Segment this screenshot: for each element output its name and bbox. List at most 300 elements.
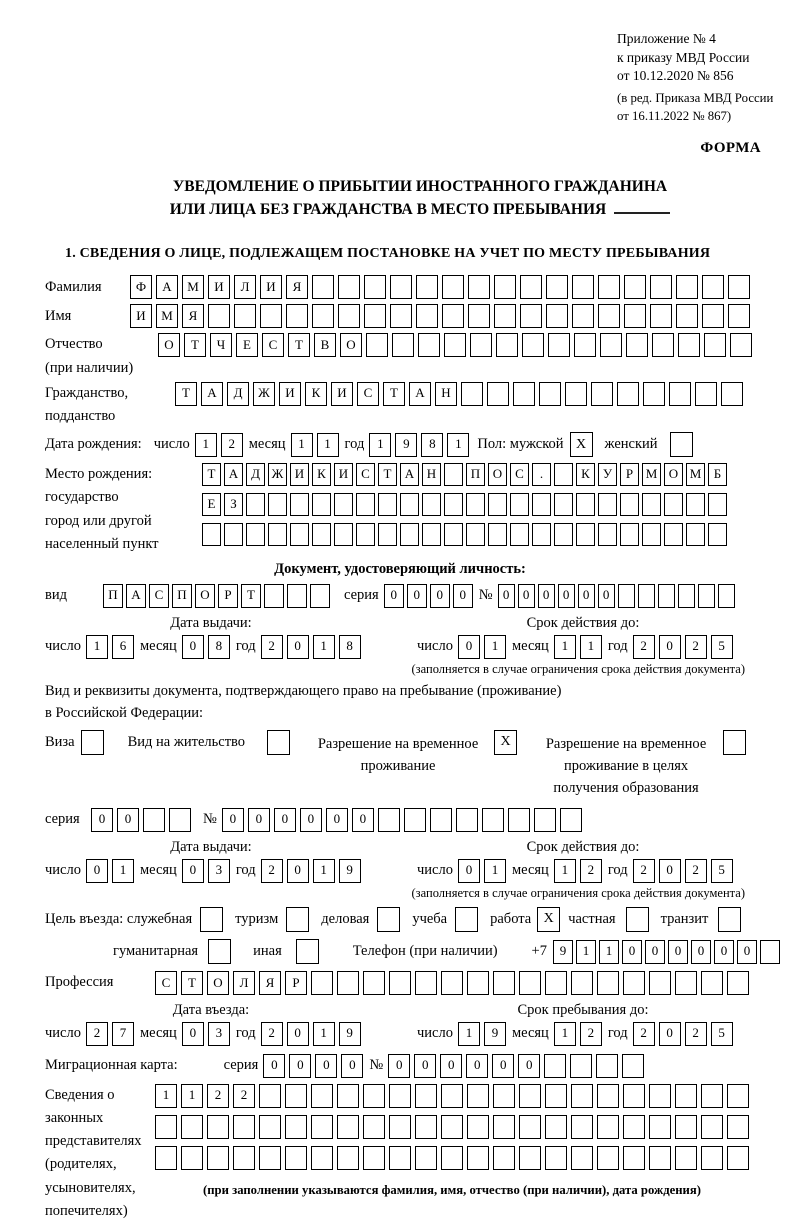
form-cell — [652, 333, 674, 357]
form-cell: 1 — [580, 635, 602, 659]
form-cell — [378, 808, 400, 832]
form-cell — [285, 1115, 307, 1139]
form-cell — [642, 493, 661, 516]
title-underline — [614, 210, 670, 214]
form-title-line2: ИЛИ ЛИЦА БЕЗ ГРАЖДАНСТВА В МЕСТО ПРЕБЫВАНИЯ — [45, 198, 795, 221]
form-cell — [686, 523, 705, 546]
form-cell: Р — [285, 971, 307, 995]
form-cell — [675, 1084, 697, 1108]
form-cell — [312, 523, 331, 546]
form-cell: Т — [175, 382, 197, 406]
form-cell: 0 — [407, 584, 427, 608]
form-cell — [572, 304, 594, 328]
form-cell: 1 — [291, 433, 313, 457]
form-cell: 5 — [711, 859, 733, 883]
month-label: месяц — [139, 1025, 177, 1042]
form-cell — [623, 1146, 645, 1170]
form-cell — [493, 1146, 515, 1170]
form-cell: 0 — [598, 584, 615, 608]
day-label: число — [417, 638, 453, 655]
citizenship-row — [45, 382, 795, 428]
form-cell — [520, 275, 542, 299]
phone-label: Телефон (при наличии) — [352, 943, 498, 960]
form-cell — [400, 493, 419, 516]
form-cell — [727, 1115, 749, 1139]
form-cell — [560, 808, 582, 832]
firstname-row — [45, 304, 795, 328]
form-cell — [400, 523, 419, 546]
form-cell — [488, 493, 507, 516]
stay-doc-valid-year-cells — [633, 859, 733, 883]
form-cell: 0 — [645, 940, 665, 964]
form-cell — [622, 1054, 644, 1078]
form-cell: 0 — [458, 635, 480, 659]
profession-row — [45, 971, 795, 995]
form-cell: М — [642, 463, 661, 486]
purpose-humanitarian-checkbox — [208, 939, 231, 964]
birthdate-row — [45, 432, 795, 457]
purpose-work-checkbox: X — [537, 907, 560, 932]
form-cell: 2 — [633, 635, 655, 659]
year-label: год — [235, 638, 256, 655]
form-cell: Ч — [210, 333, 232, 357]
form-cell — [548, 333, 570, 357]
form-cell — [664, 523, 683, 546]
entry-date-heading: Дата въезда: — [172, 1002, 250, 1018]
form-cell — [727, 1084, 749, 1108]
form-cell — [675, 1115, 697, 1139]
form-cell: В — [314, 333, 336, 357]
year-label: год — [344, 436, 365, 453]
form-cell — [467, 971, 489, 995]
form-cell: 0 — [352, 808, 374, 832]
form-cell — [730, 333, 752, 357]
form-cell — [649, 1084, 671, 1108]
form-cell: Р — [218, 584, 238, 608]
form-cell — [624, 275, 646, 299]
form-cell — [364, 304, 386, 328]
form-cell — [392, 333, 414, 357]
form-cell: А — [224, 463, 243, 486]
form-cell — [686, 493, 705, 516]
form-cell: 0 — [117, 808, 139, 832]
entry-date-headings — [45, 1001, 795, 1020]
entry-month-cells — [182, 1022, 230, 1046]
form-cell — [701, 1146, 723, 1170]
temp-residence-option-label: Разрешение на временное проживание — [317, 735, 479, 774]
form-cell — [591, 382, 613, 406]
form-cell — [378, 523, 397, 546]
form-cell — [311, 1115, 333, 1139]
form-cell: 1 — [86, 635, 108, 659]
form-cell: 1 — [195, 433, 217, 457]
identity-valid-heading: Срок действия до: — [526, 614, 640, 631]
form-cell: 0 — [659, 635, 681, 659]
until-month-cells — [554, 1022, 602, 1046]
form-cell: С — [510, 463, 529, 486]
form-cell — [337, 1084, 359, 1108]
day-label: число — [417, 1025, 453, 1042]
day-label: число — [417, 862, 453, 879]
form-cell — [676, 275, 698, 299]
form-cell — [389, 1115, 411, 1139]
series-label: серия — [344, 587, 379, 604]
purpose-other-label: иная — [253, 943, 282, 960]
form-cell — [554, 523, 573, 546]
birthplace-row2-cells — [202, 493, 727, 516]
form-cell — [675, 1146, 697, 1170]
form-cell — [418, 333, 440, 357]
year-label: год — [607, 638, 628, 655]
visa-option-label: Виза — [45, 733, 75, 750]
form-cell — [532, 493, 551, 516]
form-cell — [760, 940, 780, 964]
form-cell: 2 — [261, 1022, 283, 1046]
form-cell — [378, 493, 397, 516]
purpose-transit-label: транзит — [660, 911, 709, 928]
form-cell — [487, 382, 509, 406]
day-label: число — [45, 862, 81, 879]
form-cell: К — [312, 463, 331, 486]
form-cell: 0 — [622, 940, 642, 964]
form-cell — [233, 1146, 255, 1170]
form-cell — [643, 382, 665, 406]
form-cell: Ф — [130, 275, 152, 299]
temp-residence-education-checkbox — [723, 730, 746, 755]
birthplace-label: Место рождения: государство город или другой населенный пункт — [45, 466, 159, 552]
form-cell: 5 — [711, 1022, 733, 1046]
identity-dates-row — [45, 635, 795, 659]
form-cell — [727, 971, 749, 995]
form-cell: Ж — [253, 382, 275, 406]
form-cell — [597, 1146, 619, 1170]
form-cell: 5 — [711, 635, 733, 659]
form-cell: 0 — [274, 808, 296, 832]
form-cell — [404, 808, 426, 832]
form-cell — [334, 493, 353, 516]
form-cell — [702, 304, 724, 328]
form-cell — [456, 808, 478, 832]
form-cell: 0 — [538, 584, 555, 608]
form-cell — [728, 275, 750, 299]
form-cell: 0 — [668, 940, 688, 964]
form-cell: 2 — [221, 433, 243, 457]
form-cell — [494, 275, 516, 299]
form-cell — [444, 463, 463, 486]
form-cell — [519, 1084, 541, 1108]
form-cell — [259, 1084, 281, 1108]
birth-year-cells — [369, 433, 469, 457]
appendix-block — [617, 30, 795, 125]
form-cell: 0 — [737, 940, 757, 964]
form-cell: Н — [422, 463, 441, 486]
form-cell — [467, 1115, 489, 1139]
form-cell — [649, 971, 671, 995]
stay-doc-valid-heading: Срок действия до: — [526, 838, 640, 855]
form-cell: И — [279, 382, 301, 406]
form-cell: 9 — [395, 433, 417, 457]
purpose-tourism-label: туризм — [235, 911, 279, 928]
form-cell: 0 — [287, 1022, 309, 1046]
form-cell — [721, 382, 743, 406]
form-cell — [444, 493, 463, 516]
form-cell — [496, 333, 518, 357]
form-cell: К — [576, 463, 595, 486]
form-cell — [650, 275, 672, 299]
form-cell — [545, 1115, 567, 1139]
stay-doc-series-cells — [91, 808, 191, 832]
form-cell — [312, 304, 334, 328]
form-cell: 0 — [91, 808, 113, 832]
form-cell — [461, 382, 483, 406]
form-cell — [264, 584, 284, 608]
form-cell — [422, 523, 441, 546]
stay-doc-issue-date — [45, 859, 377, 883]
identity-valid-year-cells — [633, 635, 733, 659]
form-cell: И — [334, 463, 353, 486]
form-cell: Я — [182, 304, 204, 328]
form-cell — [669, 382, 691, 406]
form-cell: С — [356, 463, 375, 486]
form-cell — [534, 808, 556, 832]
form-cell — [519, 1146, 541, 1170]
appendix-line: Приложение № 4 — [617, 31, 716, 46]
form-cell: 1 — [317, 433, 339, 457]
entry-date — [45, 1022, 377, 1046]
form-cell — [441, 1146, 463, 1170]
form-cell: О — [158, 333, 180, 357]
form-cell — [468, 304, 490, 328]
series-label: серия — [223, 1057, 259, 1074]
form-cell — [617, 382, 639, 406]
until-year-cells — [633, 1022, 733, 1046]
identity-issue-year-cells — [261, 635, 361, 659]
form-cell — [678, 333, 700, 357]
form-cell: Т — [288, 333, 310, 357]
form-cell: 0 — [453, 584, 473, 608]
form-cell — [246, 523, 265, 546]
form-cell — [441, 1115, 463, 1139]
form-cell: 1 — [458, 1022, 480, 1046]
form-cell — [510, 523, 529, 546]
form-cell: 1 — [484, 635, 506, 659]
form-cell — [338, 304, 360, 328]
purpose-private-label: частная — [568, 911, 616, 928]
form-cell: М — [182, 275, 204, 299]
identity-valid-day-cells — [458, 635, 506, 659]
form-cell: 2 — [633, 1022, 655, 1046]
identity-issue-month-cells — [182, 635, 230, 659]
form-cell — [207, 1146, 229, 1170]
form-cell — [678, 584, 695, 608]
purpose-study-label: учеба — [412, 911, 448, 928]
stay-doc-intro2: в Российской Федерации: — [45, 704, 204, 721]
entry-year-cells — [261, 1022, 361, 1046]
form-cell: Е — [202, 493, 221, 516]
identity-series-cells — [384, 584, 473, 608]
form-cell: С — [357, 382, 379, 406]
form-cell: Л — [234, 275, 256, 299]
identity-issue-date — [45, 635, 377, 659]
form-cell — [470, 333, 492, 357]
form-cell: 3 — [208, 1022, 230, 1046]
form-cell — [356, 493, 375, 516]
sex-female-label: женский — [604, 436, 658, 453]
firstname-cells — [130, 304, 750, 328]
form-cell — [701, 1084, 723, 1108]
form-cell — [571, 971, 593, 995]
form-cell: 1 — [599, 940, 619, 964]
form-cell — [695, 382, 717, 406]
form-cell — [598, 523, 617, 546]
birthplace-cells — [202, 463, 727, 553]
form-cell — [513, 382, 535, 406]
form-cell — [546, 304, 568, 328]
form-cell — [389, 971, 411, 995]
representatives-cells — [155, 1084, 749, 1199]
form-cell — [565, 382, 587, 406]
form-cell — [600, 333, 622, 357]
form-cell: 0 — [659, 1022, 681, 1046]
form-cell: 0 — [86, 859, 108, 883]
form-cell: 1 — [112, 859, 134, 883]
stay-doc-validity-note: (заполняется в случае ограничения срока действия документа) — [411, 885, 745, 900]
form-cell — [268, 493, 287, 516]
form-cell — [598, 493, 617, 516]
form-cell — [546, 275, 568, 299]
form-cell: 0 — [430, 584, 450, 608]
form-cell: Е — [236, 333, 258, 357]
form-cell — [444, 333, 466, 357]
form-cell: 8 — [421, 433, 443, 457]
section1-heading: 1. СВЕДЕНИЯ О ЛИЦЕ, ПОДЛЕЖАЩЕМ ПОСТАНОВКЕ НА УЧЕТ ПО МЕСТУ ПРЕБЫВАНИЯ — [65, 246, 711, 262]
form-cell — [596, 1054, 618, 1078]
form-cell — [597, 1115, 619, 1139]
visit-purpose-label: Цель въезда: служебная — [45, 911, 193, 928]
form-cell: Т — [383, 382, 405, 406]
number-sign: № — [369, 1057, 384, 1074]
stay-doc-valid-day-cells — [458, 859, 506, 883]
day-label: число — [45, 1025, 81, 1042]
form-cell: 0 — [222, 808, 244, 832]
series-label: серия — [45, 811, 80, 828]
appendix-line: от 16.11.2022 № 867) — [617, 108, 732, 123]
form-cell — [338, 275, 360, 299]
form-cell — [545, 1084, 567, 1108]
form-cell: 0 — [182, 859, 204, 883]
form-cell: 0 — [300, 808, 322, 832]
form-cell — [570, 1054, 592, 1078]
stay-doc-date-headings — [45, 838, 795, 857]
identity-valid-date — [417, 635, 749, 659]
male-checkbox: X — [570, 432, 593, 457]
form-cell: И — [260, 275, 282, 299]
form-cell: 0 — [388, 1054, 410, 1078]
form-cell — [155, 1115, 177, 1139]
form-cell — [233, 1115, 255, 1139]
form-cell — [658, 584, 675, 608]
form-cell — [545, 1146, 567, 1170]
form-cell: 0 — [558, 584, 575, 608]
until-day-cells — [458, 1022, 506, 1046]
female-checkbox — [670, 432, 693, 457]
form-cell — [493, 971, 515, 995]
month-label: месяц — [511, 862, 549, 879]
form-cell — [415, 1115, 437, 1139]
visa-checkbox — [81, 730, 104, 755]
form-cell: 7 — [112, 1022, 134, 1046]
day-label: число — [153, 436, 190, 453]
profession-label: Профессия — [45, 974, 114, 991]
form-cell: 0 — [248, 808, 270, 832]
month-label: месяц — [139, 638, 177, 655]
form-cell: М — [156, 304, 178, 328]
form-cell — [364, 275, 386, 299]
form-cell: 9 — [484, 1022, 506, 1046]
citizenship-cells — [175, 382, 743, 406]
form-cell — [311, 1084, 333, 1108]
form-cell: 0 — [691, 940, 711, 964]
profession-cells — [155, 971, 749, 995]
form-cell: 1 — [554, 1022, 576, 1046]
form-cell — [623, 1115, 645, 1139]
form-cell: 2 — [580, 859, 602, 883]
form-cell: П — [172, 584, 192, 608]
form-cell: О — [340, 333, 362, 357]
form-cell — [623, 1084, 645, 1108]
form-cell — [701, 1115, 723, 1139]
form-cell — [202, 523, 221, 546]
form-cell — [624, 304, 646, 328]
phone-prefix: +7 — [531, 943, 547, 960]
form-cell — [576, 523, 595, 546]
form-cell — [389, 1084, 411, 1108]
identity-kind-label: вид — [45, 587, 67, 604]
form-cell — [571, 1146, 593, 1170]
representatives-row1-cells — [155, 1084, 749, 1108]
stay-doc-issue-year-cells — [261, 859, 361, 883]
form-cell — [442, 304, 464, 328]
purpose-tourism-checkbox — [286, 907, 309, 932]
form-cell — [290, 523, 309, 546]
representatives-label: Сведения о законных представителях (родителях, усыновителях, попечителях) — [45, 1086, 142, 1219]
form-cell — [598, 304, 620, 328]
form-cell: И — [290, 463, 309, 486]
form-cell — [441, 1084, 463, 1108]
form-cell — [727, 1146, 749, 1170]
form-cell: Т — [202, 463, 221, 486]
year-label: год — [235, 1025, 256, 1042]
patronymic-cells — [158, 333, 752, 357]
form-cell — [337, 971, 359, 995]
surname-cells — [130, 275, 750, 299]
form-cell: Д — [246, 463, 265, 486]
form-cell — [467, 1084, 489, 1108]
form-cell — [207, 1115, 229, 1139]
form-cell — [311, 971, 333, 995]
form-cell: 0 — [466, 1054, 488, 1078]
form-cell — [155, 1146, 177, 1170]
form-cell — [363, 1146, 385, 1170]
form-cell — [571, 1115, 593, 1139]
form-cell: О — [488, 463, 507, 486]
temp-residence-checkbox: X — [494, 730, 517, 755]
form-cell — [623, 971, 645, 995]
form-cell — [718, 584, 735, 608]
form-cell: А — [400, 463, 419, 486]
form-cell — [698, 584, 715, 608]
birth-month-cells — [291, 433, 339, 457]
